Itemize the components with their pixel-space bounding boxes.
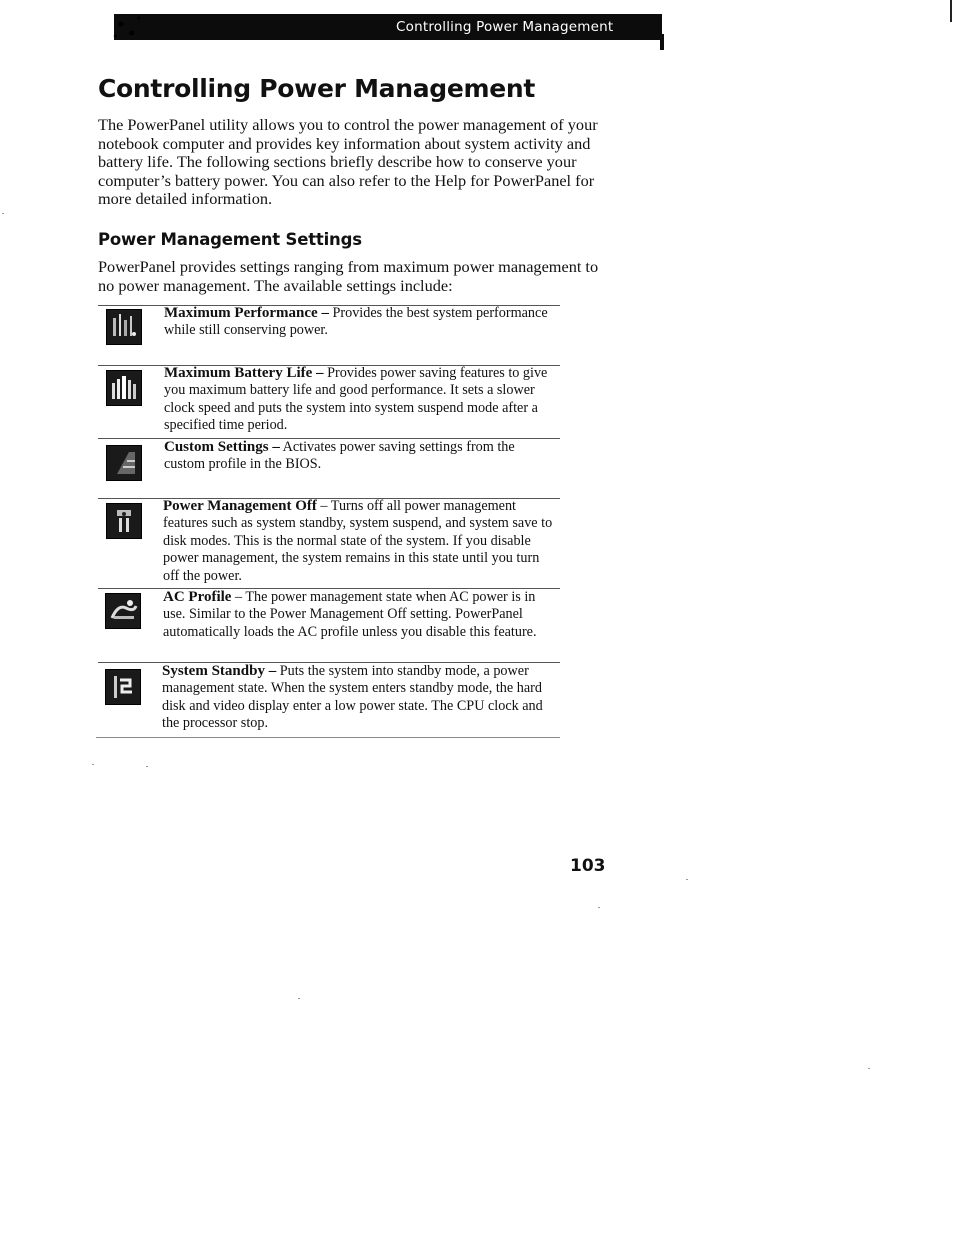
scan-speck [686, 879, 688, 880]
page-number: 103 [570, 856, 606, 876]
setting-power-management-off [163, 498, 558, 585]
scan-speck [2, 213, 4, 214]
setting-name: AC Profile [163, 589, 232, 605]
maximum-performance-icon [106, 309, 142, 345]
page-edge-mark [950, 0, 952, 22]
system-standby-icon [105, 669, 141, 705]
section-title: Power Management Settings [98, 230, 362, 249]
setting-description: – Turns off all power management features such as system standby, system suspend, and system save to disk modes. This is the normal state of the system. If you disable power management, the system remains in this state until you turn off the power. [163, 498, 553, 584]
running-header-title: Controlling Power Management [396, 19, 614, 35]
setting-name: Power Management Off [163, 498, 317, 514]
setting-system-standby [162, 663, 557, 733]
setting-ac-profile [163, 589, 558, 641]
section-intro-paragraph: PowerPanel provides settings ranging from maximum power management to no power management. The available settings include: [98, 257, 599, 295]
header-bar-tail [660, 34, 664, 50]
scan-speck [146, 766, 148, 767]
setting-name: Maximum Battery Life – [164, 365, 324, 381]
scan-speck [92, 764, 94, 765]
maximum-battery-life-icon [106, 370, 142, 406]
divider-rule [96, 737, 560, 738]
setting-maximum-battery-life [164, 365, 559, 435]
page-title: Controlling Power Management [98, 74, 536, 103]
setting-description: Puts the system into standby mode, a power management state. When the system enters standby mode, the hard disk and video display enter a low power state. The CPU clock and the processor stop. [162, 663, 543, 732]
setting-description: Activates power saving settings from the custom profile in the BIOS. [164, 439, 515, 473]
header-speckle-decoration [110, 12, 146, 42]
setting-name: Maximum Performance – [164, 305, 329, 321]
scan-speck [298, 998, 300, 999]
setting-maximum-performance [164, 305, 559, 340]
running-header-bar [114, 14, 662, 40]
scan-speck [868, 1068, 870, 1069]
setting-name: Custom Settings – [164, 439, 280, 455]
setting-description: – The power management state when AC power is in use. Similar to the Power Management Off setting. PowerPanel automatically loads the AC profile unless you disable this feature. [163, 589, 537, 640]
setting-name: System Standby – [162, 663, 277, 679]
setting-custom-settings [164, 439, 559, 474]
custom-settings-icon [106, 445, 142, 481]
setting-description: Provides power saving features to give you maximum battery life and good performance. It sets a slower clock speed and puts the system into system suspend mode after a specified time period. [164, 365, 548, 434]
intro-paragraph: The PowerPanel utility allows you to control the power management of your notebook computer and provides key information about system activity and battery life. The following sections briefly describe how to conserve your computer’s battery power. You can also refer to the Help for PowerPanel for more detailed information. [98, 115, 598, 209]
scan-speck [598, 907, 600, 908]
power-management-off-icon [106, 503, 142, 539]
setting-description: Provides the best system performance while still conserving power. [164, 305, 548, 339]
ac-profile-icon [105, 593, 141, 629]
